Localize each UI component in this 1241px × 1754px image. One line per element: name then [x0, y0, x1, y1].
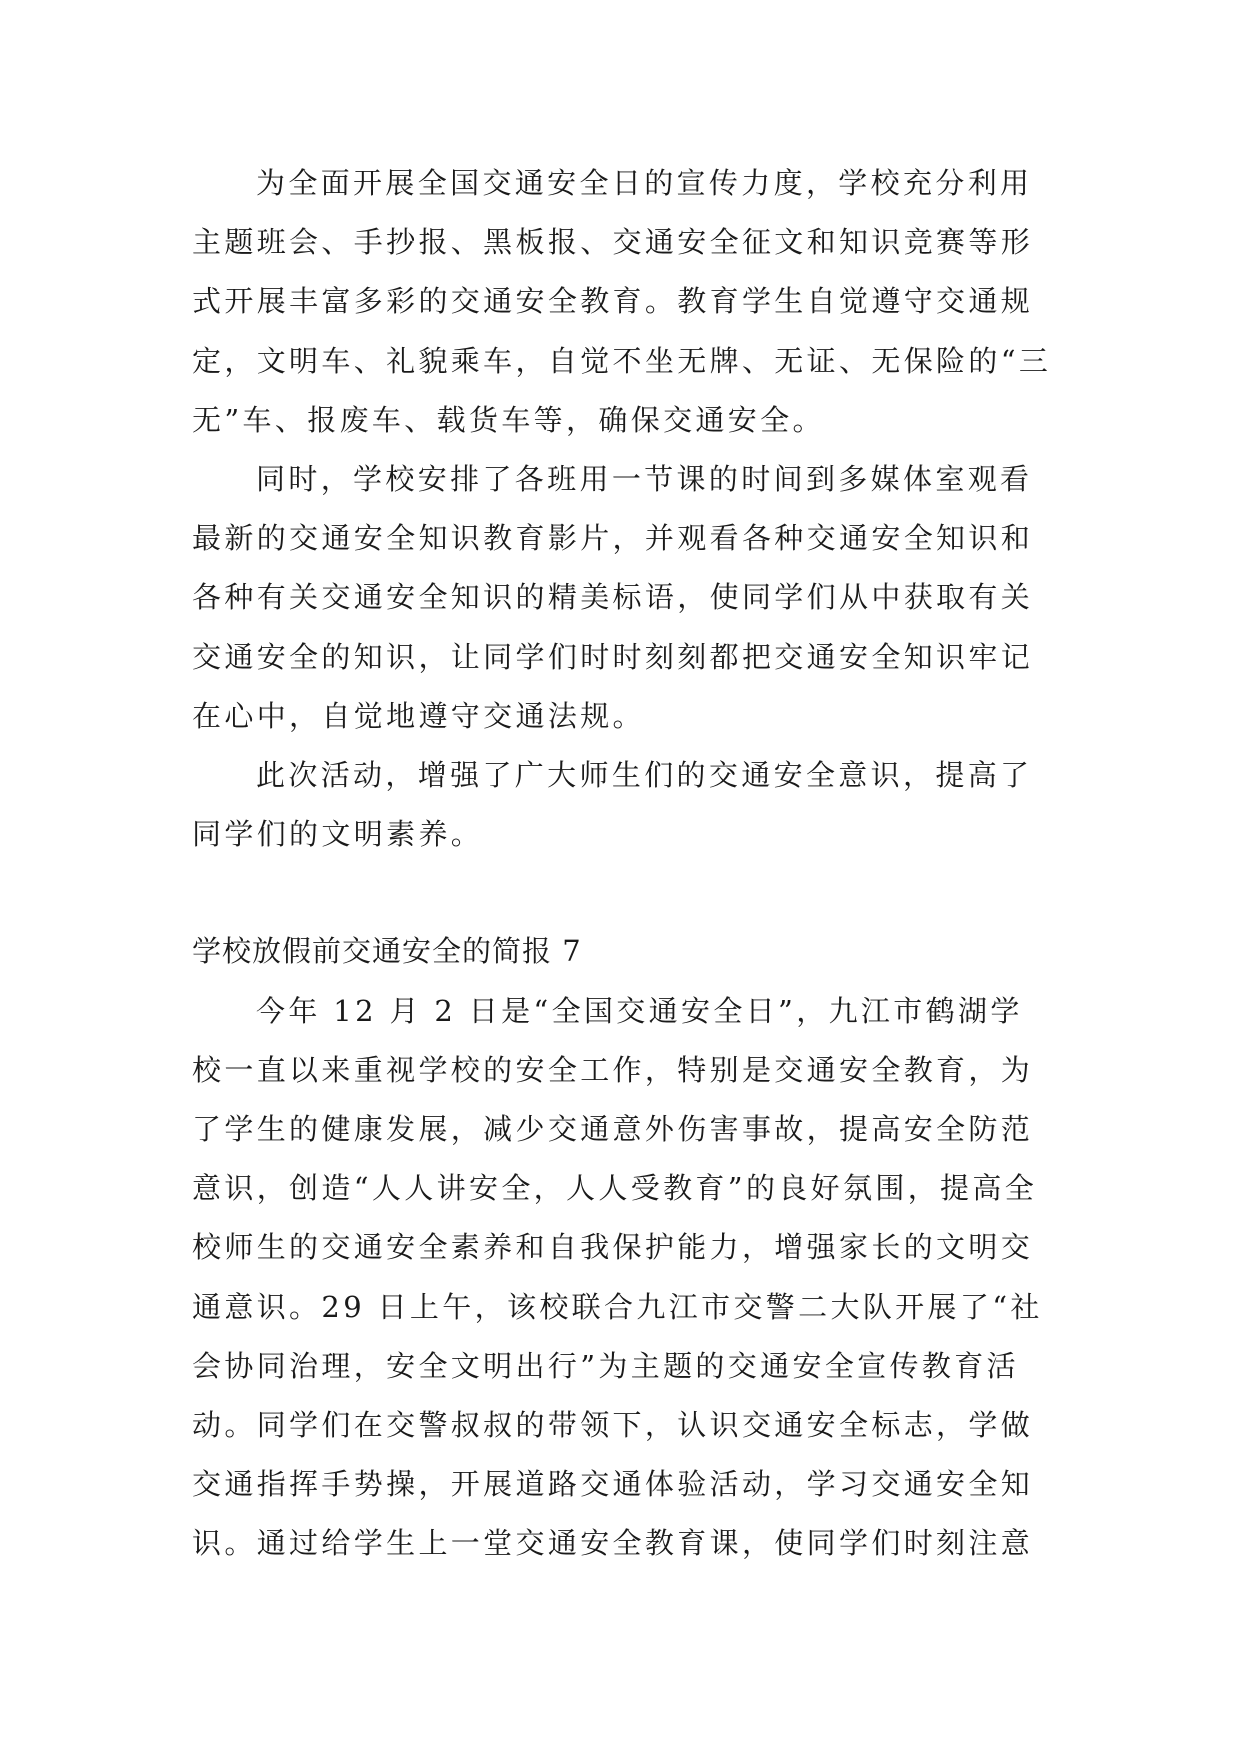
section-spacer — [192, 864, 1052, 922]
paragraph-activity-result: 此次活动，增强了广大师生们的交通安全意识，提高了同学们的文明素养。 — [192, 758, 1033, 852]
paragraph-multimedia-education: 同时，学校安排了各班用一节课的时间到多媒体室观看最新的交通安全知识教育影片，并观看各种交通安全知识和各种有关交通安全知识的精美标语，使同学们从中获取有关交通安全的知识，让同学们时时刻刻都把交通安全知识牢记在心中，自觉地遵守交通法规。 — [192, 462, 1034, 733]
section-title: 学校放假前交通安全的简报 7 — [192, 934, 582, 969]
document-body — [192, 154, 1052, 1574]
paragraph-publicity-activities: 为全面开展全国交通安全日的宣传力度，学校充分利用主题班会、手抄报、黑板报、交通安全征文和知识竞赛等形式开展丰富多彩的交通安全教育。教育学生自觉遵守交通规定，文明车、礼貌乘车，自觉不坐无牌、无证、无保险的“三无”车、报废车、载货车等，确保交通安全。 — [192, 166, 1052, 437]
paragraph-traffic-safety-day: 今年 12 月 2 日是“全国交通安全日”，九江市鹤湖学校一直以来重视学校的安全工作，特别是交通安全教育，为了学生的健康发展，减少交通意外伤害事故，提高安全防范意识，创造“人人讲安全，人人受教育”的良好氛围，提高全校师生的交通安全素养和自我保护能力，增强家长的文明交通意识。29 日上午，该校联合九江市交警二大队开展了“社会协同治理，安全文明出行”为主题的交通安全宣传教育活动。同学们在交警叔叔的带领下，认识交通安全标志，学做交通指挥手势操，开展道路交通体验活动，学习交通安全知识。通过给学生上一堂交通安全教育课，使同学们时刻注意 — [192, 993, 1043, 1561]
